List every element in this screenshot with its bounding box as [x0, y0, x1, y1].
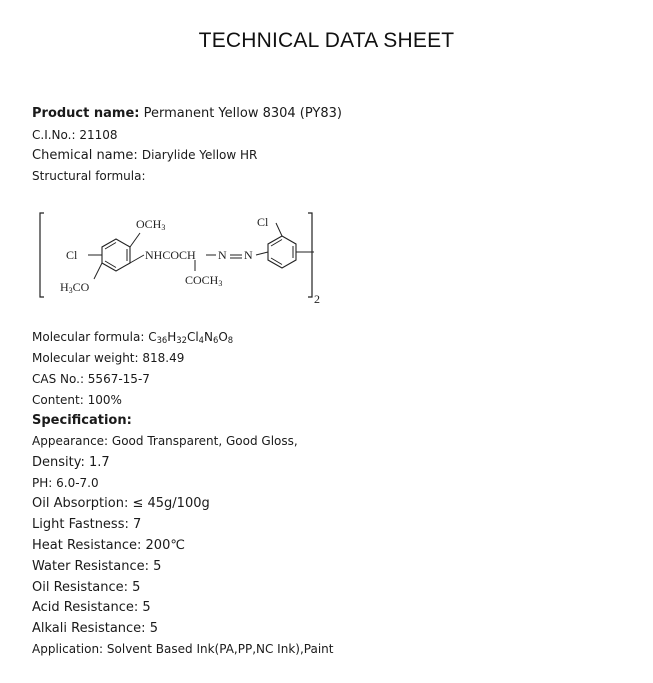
density: Density: 1.7 [32, 455, 110, 470]
chemical-name-line [32, 148, 257, 163]
formula-element: O [218, 330, 228, 344]
formula-subscript: 6 [213, 335, 219, 346]
methoxy-bottom-label: H3CO [60, 280, 90, 295]
chemical-name-label: Chemical name: [32, 148, 142, 163]
product-name-line [32, 106, 342, 121]
left-bracket [40, 213, 44, 297]
ph-value: PH: 6.0-7.0 [32, 476, 99, 490]
formula-subscript: 4 [198, 335, 205, 346]
dimer-subscript: 2 [314, 292, 320, 306]
methoxy-top-label: OCH3 [136, 217, 166, 232]
light-fastness: Light Fastness: 7 [32, 517, 142, 532]
page-title: TECHNICAL DATA SHEET [198, 29, 455, 52]
structural-formula-label: Structural formula: [32, 169, 146, 183]
heat-resistance: Heat Resistance: 200℃ [32, 538, 185, 553]
ci-number: C.I.No.: 21108 [32, 128, 118, 142]
formula-element: Cl [186, 330, 199, 344]
cas-number: CAS No.: 5567-15-7 [32, 372, 150, 386]
chemical-name-value: Diarylide Yellow HR [141, 148, 258, 162]
right-benzene-ring [268, 236, 296, 268]
product-name-label: Product name: [32, 106, 140, 121]
chain-label: NHCOCH [145, 248, 196, 262]
oil-resistance: Oil Resistance: 5 [32, 580, 141, 595]
acid-resistance: Acid Resistance: 5 [32, 600, 151, 615]
acetyl-label: COCH3 [185, 273, 223, 288]
product-name-value: Permanent Yellow 8304 (PY83) [139, 106, 342, 121]
azo-n1-label: N [218, 248, 227, 262]
application: Application: Solvent Based Ink(PA,PP,NC Ink),Paint [32, 642, 334, 656]
chloro-right-label: Cl [257, 215, 269, 229]
molecular-formula-value [148, 330, 233, 344]
formula-element: N [204, 330, 213, 344]
chloro-left-label: Cl [66, 248, 78, 262]
formula-subscript: 32 [176, 335, 187, 346]
formula-subscript: 36 [156, 335, 168, 346]
water-resistance: Water Resistance: 5 [32, 559, 162, 574]
molecular-weight: Molecular weight: 818.49 [32, 351, 185, 365]
molecular-formula-line [32, 330, 233, 345]
formula-element: C [148, 330, 157, 344]
alkali-resistance: Alkali Resistance: 5 [32, 621, 158, 636]
azo-n2-label: N [244, 248, 253, 262]
formula-element: H [167, 330, 177, 344]
appearance: Appearance: Good Transparent, Good Gloss, [32, 434, 298, 448]
molecular-formula-label: Molecular formula: [32, 330, 149, 344]
oil-absorption: Oil Absorption: ≤ 45g/100g [32, 496, 210, 511]
specification-heading: Specification: [32, 413, 132, 428]
structural-formula-diagram [30, 205, 330, 310]
content: Content: 100% [32, 393, 122, 407]
formula-subscript: 8 [227, 335, 234, 346]
left-benzene-ring [102, 239, 130, 271]
right-bracket [308, 213, 312, 297]
